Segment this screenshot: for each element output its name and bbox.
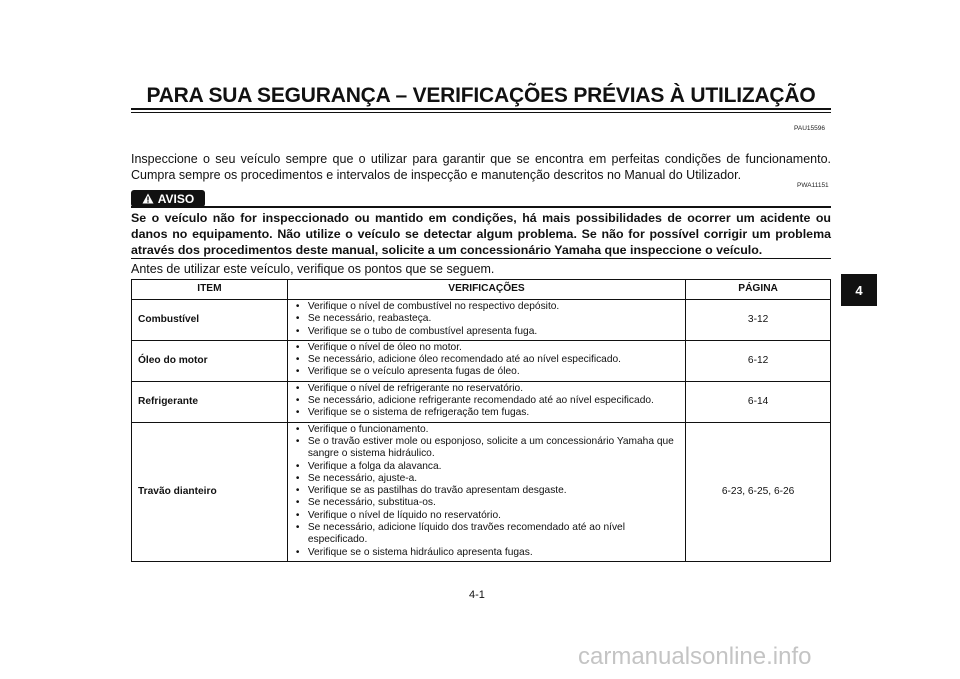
check-item: • Verifique o funcionamento. — [296, 424, 681, 436]
check-item: • Se necessário, reabasteça. — [296, 313, 681, 325]
check-item: • Verifique se o sistema de refrigeração tem fugas. — [296, 407, 681, 419]
check-item: • Se necessário, adicione óleo recomendado até ao nível especificado. — [296, 354, 681, 366]
check-item: • Verifique o nível de combustível no respectivo depósito. — [296, 301, 681, 313]
chapter-tab: 4 — [841, 274, 877, 306]
title-rule-thin — [131, 112, 831, 113]
watermark: carmanualsonline.info — [578, 643, 812, 670]
table-row — [132, 340, 831, 381]
page-cell: 6-23, 6-25, 6-26 — [686, 422, 831, 561]
item-cell: Refrigerante — [132, 381, 288, 422]
warning-triangle-icon — [142, 193, 154, 204]
check-item: • Verifique se as pastilhas do travão apresentam desgaste. — [296, 485, 681, 497]
check-item: • Verifique o nível de refrigerante no reservatório. — [296, 383, 681, 395]
page-cell: 6-14 — [686, 381, 831, 422]
warning-label: AVISO — [157, 191, 195, 206]
intro-paragraph: Inspeccione o seu veículo sempre que o utilizar para garantir que se encontra em perfeitas condições de funcionamento. Cumpra sempre os procedimentos e intervalos de inspecção e manutenção descritos no Manual do Utilizador. — [131, 152, 831, 182]
warning-end-rule — [131, 258, 831, 259]
warning-text: Se o veículo não for inspeccionado ou mantido em condições, há mais possibilidades de ocorrer um acidente ou danos no equipamento. Não utilize o veículo se detectar algum problema. Se não for possível corrigir um problema através dos procedimentos deste manual, solicite a um concessionário Yamaha que inspeccione o veículo. — [131, 211, 831, 257]
section-code: PAU15596 — [794, 125, 825, 132]
table-row — [132, 300, 831, 341]
table-header-row — [132, 280, 831, 300]
column-header-item: ITEM — [132, 280, 288, 300]
warning-code: PWA11151 — [797, 182, 829, 189]
check-item: • Se necessário, adicione líquido dos travões recomendado até ao nível especificado. — [296, 522, 681, 547]
page-cell: 3-12 — [686, 300, 831, 341]
warning-badge — [131, 190, 205, 207]
checks-cell — [287, 340, 685, 381]
table-row — [132, 381, 831, 422]
checks-cell — [287, 300, 685, 341]
check-item: • Se necessário, adicione refrigerante recomendado até ao nível especificado. — [296, 395, 681, 407]
check-item: • Se necessário, substitua-os. — [296, 497, 681, 509]
item-cell: Travão dianteiro — [132, 422, 288, 561]
check-item: • Verifique o nível de líquido no reservatório. — [296, 510, 681, 522]
item-cell: Óleo do motor — [132, 340, 288, 381]
item-cell: Combustível — [132, 300, 288, 341]
page-title: PARA SUA SEGURANÇA – VERIFICAÇÕES PRÉVIAS À UTILIZAÇÃO — [146, 84, 816, 107]
page-number: 4-1 — [469, 589, 485, 601]
checks-cell — [287, 381, 685, 422]
title-rule-thick — [131, 108, 831, 110]
check-item: • Se necessário, ajuste-a. — [296, 473, 681, 485]
check-item: • Verifique se o sistema hidráulico apresenta fugas. — [296, 547, 681, 559]
page-cell: 6-12 — [686, 340, 831, 381]
column-header-page: PÁGINA — [686, 280, 831, 300]
check-item: • Verifique o nível de óleo no motor. — [296, 342, 681, 354]
check-item: • Verifique se o tubo de combustível apresenta fuga. — [296, 326, 681, 338]
check-item: • Verifique se o veículo apresenta fugas de óleo. — [296, 366, 681, 378]
pre-operation-checks-table — [131, 279, 831, 562]
table-row — [132, 422, 831, 561]
pre-table-text: Antes de utilizar este veículo, verifique os pontos que se seguem. — [131, 262, 495, 276]
warning-rule — [131, 206, 831, 208]
column-header-checks: VERIFICAÇÕES — [287, 280, 685, 300]
check-item: • Se o travão estiver mole ou esponjoso, solicite a um concessionário Yamaha que sangre o sistema hidráulico. — [296, 436, 681, 461]
checks-cell — [287, 422, 685, 561]
check-item: • Verifique a folga da alavanca. — [296, 461, 681, 473]
